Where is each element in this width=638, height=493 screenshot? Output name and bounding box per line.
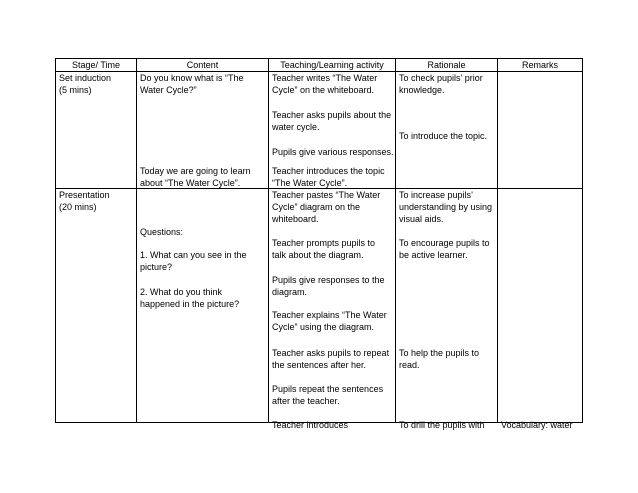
activity-cell [269, 72, 396, 189]
header-row [56, 59, 583, 72]
content-cell [137, 72, 269, 189]
text-line: happened in the picture? [140, 299, 240, 309]
text-block [272, 237, 394, 261]
remarks-cell [498, 72, 583, 189]
text-block [272, 72, 394, 96]
text-line: Teacher introduces [272, 420, 349, 430]
text-line: To check pupils’ prior [399, 73, 483, 83]
text-line: Cycle” diagram on the [272, 202, 361, 212]
stage-name: Presentation [59, 190, 110, 200]
stage-cell [56, 189, 137, 423]
text-line: 2. What do you think [140, 287, 223, 297]
text-line: Teacher introduces the topic [272, 166, 385, 176]
content-cell [137, 189, 269, 423]
text-line: To increase pupils’ [399, 190, 474, 200]
text-block [272, 109, 394, 133]
text-line: “The Water Cycle”. [272, 178, 348, 188]
text-line: Pupils repeat the sentences [272, 384, 384, 394]
text-line: Do you know what is “The [140, 73, 244, 83]
text-line: Vocabulary: water [501, 420, 573, 430]
text-line: Cycle” on the whiteboard. [272, 85, 375, 95]
text-block [140, 286, 267, 310]
stage-cell [56, 72, 137, 189]
rationale-cell [396, 189, 498, 430]
text-line: To encourage pupils to [399, 238, 490, 248]
text-line: Teacher prompts pupils to [272, 238, 376, 248]
text-line: To help the pupils to [399, 348, 480, 358]
remarks-cell [498, 189, 583, 430]
stage-duration: (5 mins) [59, 85, 92, 95]
text-block [501, 419, 581, 431]
text-line: Questions: [140, 227, 184, 237]
text-line: visual aids. [399, 214, 444, 224]
rationale-cell [396, 72, 498, 189]
text-block [140, 226, 267, 238]
text-block [140, 72, 267, 96]
text-line: 1. What can you see in the [140, 250, 247, 260]
header-remarks: Remarks [498, 59, 583, 72]
text-line: knowledge. [399, 85, 445, 95]
text-block [399, 419, 496, 431]
text-line: Cycle” using the diagram. [272, 322, 375, 332]
table-row [56, 189, 583, 423]
text-line: diagram. [272, 287, 308, 297]
text-line: whiteboard. [272, 214, 319, 224]
lesson-plan-table [55, 58, 583, 430]
text-block [399, 130, 496, 142]
text-line: be active learner. [399, 250, 468, 260]
table-row [56, 72, 583, 189]
text-block [272, 146, 394, 158]
text-block [399, 72, 496, 96]
text-block [272, 347, 394, 371]
text-block [399, 237, 496, 261]
header-teaching-learning-activity: Teaching/Learning activity [269, 59, 396, 72]
stage-name: Set induction [59, 73, 112, 83]
stage-duration: (20 mins) [59, 202, 97, 212]
text-line: Teacher pastes “The Water [272, 190, 381, 200]
text-line: Teacher writes “The Water [272, 73, 378, 83]
text-line: Pupils give various responses. [272, 147, 394, 157]
text-line: To drill the pupils with [399, 420, 485, 430]
text-line: read. [399, 360, 420, 370]
text-line: Today we are going to learn [140, 166, 251, 176]
text-line: Water Cycle?” [140, 85, 197, 95]
text-block [140, 165, 267, 189]
text-line: talk about the diagram. [272, 250, 364, 260]
text-line: the sentences after her. [272, 360, 367, 370]
text-block [272, 189, 394, 225]
text-block [272, 419, 394, 431]
text-block [272, 309, 394, 333]
header-content: Content [137, 59, 269, 72]
text-line: Pupils give responses to the [272, 275, 385, 285]
text-line: Teacher asks pupils about the [272, 110, 392, 120]
text-block [272, 274, 394, 298]
header-stage-time: Stage/ Time [56, 59, 137, 72]
text-line: picture? [140, 262, 173, 272]
text-line: about “The Water Cycle”. [140, 178, 241, 188]
text-line: water cycle. [272, 122, 320, 132]
text-line: To introduce the topic. [399, 131, 488, 141]
activity-cell [269, 189, 396, 430]
header-rationale: Rationale [396, 59, 498, 72]
text-block [272, 165, 394, 189]
text-block [272, 383, 394, 407]
text-block [399, 189, 496, 225]
text-line: understanding by using [399, 202, 493, 212]
text-block [140, 249, 267, 273]
text-line: Teacher explains “The Water [272, 310, 387, 320]
text-block [399, 347, 496, 371]
text-line: Teacher asks pupils to repeat [272, 348, 390, 358]
text-line: after the teacher. [272, 396, 340, 406]
